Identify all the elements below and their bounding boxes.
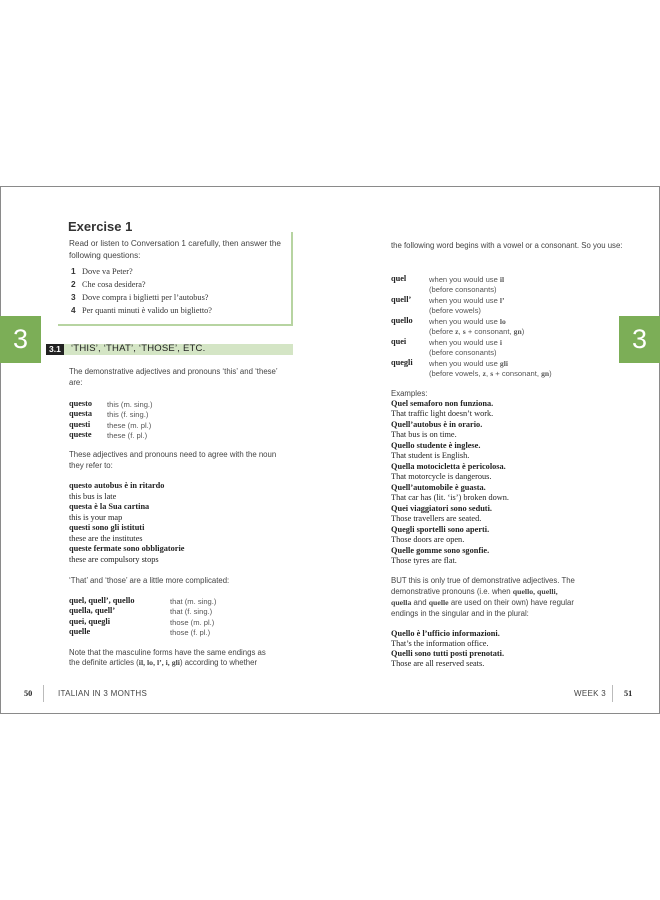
- demonstrative-meaning: these (m. pl.): [107, 421, 152, 430]
- rule-text: ): [521, 327, 525, 336]
- rule-text: when you would use: [429, 317, 500, 326]
- examples-label: Examples:: [391, 389, 428, 398]
- rule-text: ,: [458, 327, 463, 336]
- example-english: That student is English.: [391, 451, 470, 460]
- note-text: ) according to whether: [179, 658, 258, 667]
- form-rule-line1: [429, 338, 502, 348]
- exercise-question: [71, 292, 209, 302]
- example-italian: Quello studente è inglese.: [391, 441, 481, 450]
- exercise-intro: Read or listen to Conversation 1 carefully, then answer the following questions:: [69, 239, 281, 260]
- question-text: Che cosa desidera?: [82, 280, 146, 289]
- paragraph-intro: The demonstrative adjectives and pronouns ‘this’ and ‘these’ are:: [69, 367, 278, 387]
- but-bold-word: quello, quelli,: [512, 587, 558, 596]
- paragraph-masculine-note-line2: [69, 658, 257, 669]
- example-italian: questi sono gli istituti: [69, 523, 145, 532]
- example-italian: Quegli sportelli sono aperti.: [391, 525, 490, 534]
- example-italian: Quell’automobile è guasta.: [391, 483, 486, 492]
- exercise-question: [71, 305, 212, 315]
- page-number-right: 51: [624, 689, 633, 698]
- question-text: Per quanti minuti è valido un biglietto?: [82, 306, 212, 315]
- example-english: That bus is on time.: [391, 430, 457, 439]
- demonstrative-word: queste: [69, 430, 92, 439]
- rule-letter: z: [482, 369, 486, 378]
- question-number: 3: [71, 292, 76, 302]
- form-rule-line2: [429, 327, 524, 337]
- but-text: demonstrative pronouns (i.e. when: [391, 587, 513, 596]
- example-english: this bus is late: [69, 492, 117, 501]
- section-title: ‘THIS’, ‘THAT’, ‘THOSE’, ETC.: [71, 343, 206, 354]
- form-rule-line2: (before consonants): [429, 348, 497, 357]
- form-rule-line1: [429, 317, 506, 327]
- form-word: quel: [391, 274, 407, 283]
- rule-article: il: [499, 275, 505, 284]
- that-form-word: quelle: [69, 627, 91, 636]
- example-italian: Quell’autobus è in orario.: [391, 420, 483, 429]
- rule-text: when you would use: [429, 359, 500, 368]
- question-text: Dove compra i biglietti per l’autobus?: [82, 293, 209, 302]
- that-form-meaning: that (m. sing.): [170, 597, 217, 606]
- rule-text: ): [549, 369, 552, 378]
- rule-text: when you would use: [429, 338, 500, 347]
- rule-text: (before: [429, 327, 456, 336]
- form-rule-line1: [429, 296, 505, 306]
- form-rule-line1: [429, 275, 504, 285]
- example-english: That car has (lit. ‘is’) broken down.: [391, 493, 509, 502]
- rule-text: when you would use: [429, 275, 500, 284]
- form-word: quello: [391, 316, 413, 325]
- example-italian: Quello è l’ufficio informazioni.: [391, 629, 500, 638]
- example-english: That motorcycle is dangerous.: [391, 472, 492, 481]
- rule-article: gli: [499, 359, 508, 368]
- that-form-meaning: those (f. pl.): [170, 628, 211, 637]
- demonstrative-word: questo: [69, 399, 93, 408]
- week-tab-left: 3: [0, 316, 41, 363]
- exercise-question: [71, 266, 133, 276]
- week-tab-right: 3: [619, 316, 660, 363]
- demonstrative-meaning: these (f. pl.): [107, 431, 148, 440]
- paragraph-but-line4: endings in the singular and in the plural:: [391, 609, 529, 618]
- paragraph-but-line3: [391, 598, 574, 609]
- rule-letter: s: [490, 369, 494, 378]
- that-form-word: quei, quegli: [69, 617, 111, 626]
- note-text: the definite articles (: [69, 658, 139, 667]
- note-articles: il, lo, l’, i, gli: [138, 658, 180, 667]
- example-english: these are compulsory stops: [69, 555, 159, 564]
- rule-letter: z: [455, 327, 459, 336]
- but-bold-word: quella: [391, 598, 412, 607]
- rule-article: l’: [499, 296, 505, 305]
- form-word: quell’: [391, 295, 412, 304]
- but-text: and: [411, 598, 429, 607]
- example-italian: questa è la Sua cartina: [69, 502, 150, 511]
- demonstrative-word: questi: [69, 420, 91, 429]
- that-form-word: quella, quell’: [69, 606, 116, 615]
- rule-article: lo: [499, 317, 506, 326]
- paragraph-masculine-note-line1: Note that the masculine forms have the same endings as: [69, 648, 266, 657]
- but-text: are used on their own) have regular: [448, 598, 574, 607]
- example-english: this is your map: [69, 513, 123, 522]
- example-italian: Quelle gomme sono sgonfie.: [391, 546, 490, 555]
- rule-text: + consonant,: [465, 327, 514, 336]
- exercise-question: [71, 279, 146, 289]
- question-text: Dove va Peter?: [82, 267, 133, 276]
- example-italian: Quelli sono tutti posti prenotati.: [391, 649, 505, 658]
- example-italian: queste fermate sono obbligatorie: [69, 544, 185, 553]
- demonstrative-word: questa: [69, 409, 93, 418]
- form-rule-line2: (before vowels): [429, 306, 481, 315]
- rule-letter: s: [462, 327, 466, 336]
- week-footer: WEEK 3: [574, 689, 607, 698]
- paragraph-agreement: These adjectives and pronouns need to agree with the noun they refer to:: [69, 450, 277, 470]
- question-number: 4: [71, 305, 76, 315]
- paragraph-but-line2: [391, 587, 558, 598]
- that-form-word: quel, quell’, quello: [69, 596, 135, 605]
- example-english: Those are all reserved seats.: [391, 659, 485, 668]
- paragraph-continuation: the following word begins with a vowel or a consonant. So you use:: [391, 241, 623, 250]
- form-rule-line2: (before consonants): [429, 285, 497, 294]
- form-word: quei: [391, 337, 407, 346]
- footer-divider: [43, 685, 44, 702]
- example-italian: Quella motocicletta è pericolosa.: [391, 462, 506, 471]
- form-word: quegli: [391, 358, 413, 367]
- example-english: Those doors are open.: [391, 535, 465, 544]
- page-number-left: 50: [24, 689, 33, 698]
- question-number: 2: [71, 279, 76, 289]
- example-italian: Quel semaforo non funziona.: [391, 399, 494, 408]
- example-english: That’s the information office.: [391, 639, 489, 648]
- exercise-title: Exercise 1: [68, 219, 133, 234]
- that-form-meaning: that (f. sing.): [170, 607, 213, 616]
- example-english: Those tyres are flat.: [391, 556, 457, 565]
- example-english: these are the institutes: [69, 534, 143, 543]
- question-number: 1: [71, 266, 76, 276]
- paragraph-but-line1: BUT this is only true of demonstrative adjectives. The: [391, 576, 575, 585]
- rule-letter: gn: [513, 327, 522, 336]
- but-bold-word: quelle: [428, 598, 449, 607]
- demonstrative-meaning: this (f. sing.): [107, 410, 149, 419]
- rule-article: i: [499, 338, 503, 347]
- paragraph-that-those: ‘That’ and ‘those’ are a little more complicated:: [69, 576, 230, 585]
- rule-text: + consonant,: [493, 369, 542, 378]
- footer-divider: [612, 685, 613, 702]
- rule-text: when you would use: [429, 296, 500, 305]
- example-english: That traffic light doesn’t work.: [391, 409, 494, 418]
- rule-text: (before vowels,: [429, 369, 483, 378]
- rule-letter: gn: [541, 369, 550, 378]
- demonstrative-meaning: this (m. sing.): [107, 400, 153, 409]
- that-form-meaning: those (m. pl.): [170, 618, 215, 627]
- form-rule-line1: [429, 359, 508, 369]
- section-number: 3.1: [46, 344, 64, 355]
- form-rule-line2: [429, 369, 552, 379]
- example-italian: Quei viaggiatori sono seduti.: [391, 504, 492, 513]
- rule-text: ,: [485, 369, 491, 378]
- example-italian: questo autobus è in ritardo: [69, 481, 165, 490]
- book-title-footer: ITALIAN IN 3 MONTHS: [58, 689, 148, 698]
- example-english: Those travellers are seated.: [391, 514, 482, 523]
